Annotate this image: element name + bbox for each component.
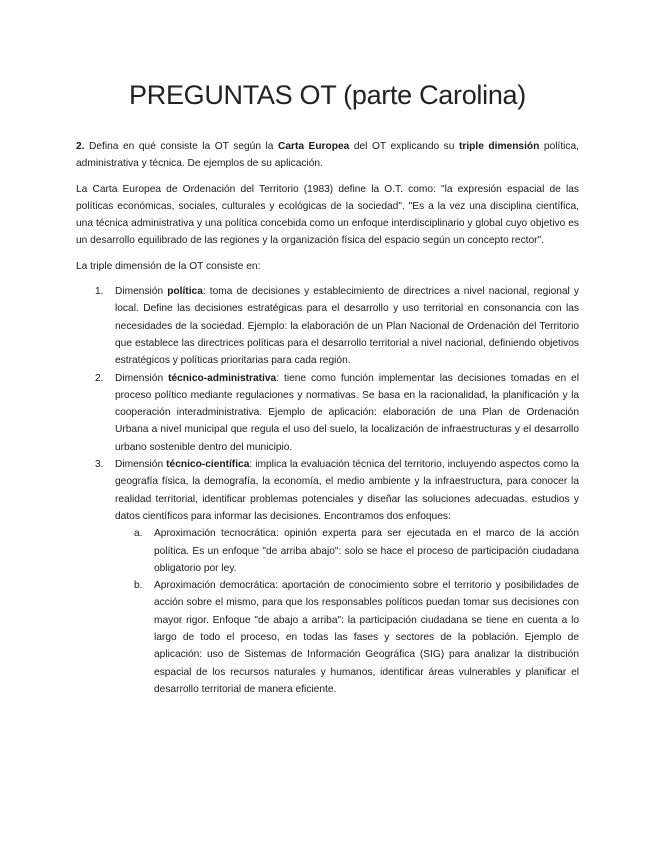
item-bold: técnico-científica [166, 459, 250, 471]
sublist-item [115, 577, 579, 698]
sublist-item [115, 525, 579, 577]
question-bold-carta: Carta Europea [277, 141, 350, 152]
question-paragraph [76, 138, 579, 173]
question-bold-triple: triple dimensión [458, 141, 540, 152]
question-text-3: política, administrativa y técnica. De ejemplos de su aplicación. [76, 141, 580, 170]
item-prefix: Dimensión [115, 286, 168, 298]
document-body [76, 138, 579, 698]
question-text-2: del OT explicando su [349, 141, 459, 152]
list-intro: La triple dimensión de la OT consiste en: [76, 260, 261, 272]
item-bold: política [167, 286, 203, 298]
intro-paragraph: La Carta Europea de Ordenación del Territorio (1983) define la O.T. como: "la expresión espacial de las políticas económicas, sociales, culturales y ecológicas de la sociedad". "Es a la vez una disciplina científica, una técnica administrativa y una política concebida como un enfoque interdisciplinario y global cuyo objetivo es un desarrollo equilibrado de las regiones y la organización física del espacio según un concepto rector". [76, 183, 579, 247]
list-number: 3. [95, 459, 104, 471]
list-number: 2. [95, 372, 104, 384]
page-title: PREGUNTAS OT (parte Carolina) [129, 80, 526, 110]
item-prefix: Dimensión [115, 372, 169, 384]
question-text-1: Defina en qué consiste la OT según la [84, 141, 278, 152]
dimension-list [76, 283, 579, 698]
item-bold: técnico-administrativa [168, 372, 277, 384]
item-text: : toma de decisiones y establecimiento de directrices a nivel nacional, regional y local. Define las decisiones estratégicas para el desarrollo y uso territorial en consonancia con las necesidades de la sociedad. Ejemplo: la elaboración de un Plan Nacional de Ordenación del Territorio que establece las directrices políticas para el desarrollo territorial a nivel nacional, definiendo objetivos estratégicos y políticas prioritarias para cada región. [115, 286, 579, 367]
list-number: 1. [95, 286, 104, 298]
sublist-letter: a. [134, 528, 143, 540]
list-item [76, 370, 579, 456]
sublist-letter: b. [134, 580, 143, 592]
list-item [76, 283, 579, 369]
item-text: : implica la evaluación técnica del territorio, incluyendo aspectos como la geografía física, la demografía, la economía, el medio ambiente y la infraestructura, para conocer la realidad territorial, identificar problemas potenciales y diseñar las soluciones adecuadas. estudios y datos científicos para informar las decisiones. Encontramos dos enfoques: [115, 459, 579, 522]
approach-sublist [115, 525, 579, 698]
item-text: : tiene como función implementar las decisiones tomadas en el proceso político mediante regulaciones y normativas. Se basa en la racionalidad, la planificación y la cooperación interadministrativa. Ejemplo de aplicación: elaboración de una Plan de Ordenación Urbana a nivel municipal que regula el uso del suelo, la localización de infraestructuras y el desarrollo urbano sostenible dentro del municipio. [115, 372, 579, 453]
sublist-text: Aproximación democrática: aportación de conocimiento sobre el territorio y posibilidades de acción sobre el mismo, para que los responsables políticos puedan tomar sus decisiones con mayor rigor. Enfoque "de abajo a arriba": la participación ciudadana se tiene en cuenta a lo largo de todo el proceso, en todas las fases y sectores de la población. Ejemplo de aplicación: uso de Sistemas de Información Geográfica (SIG) para analizar la distribución espacial de los recursos naturales y humanos, identificar áreas vulnerables y planificar el desarrollo territorial de manera eficiente. [154, 580, 579, 695]
list-item [76, 456, 579, 698]
item-prefix: Dimensión [115, 459, 167, 471]
sublist-text: Aproximación tecnocrática: opinión experta para ser ejecutada en el marco de la acción política. Es un enfoque "de arriba abajo": solo se hace el proceso de participación ciudadana obligatorio por ley. [154, 528, 579, 574]
question-number: 2. [76, 141, 85, 152]
